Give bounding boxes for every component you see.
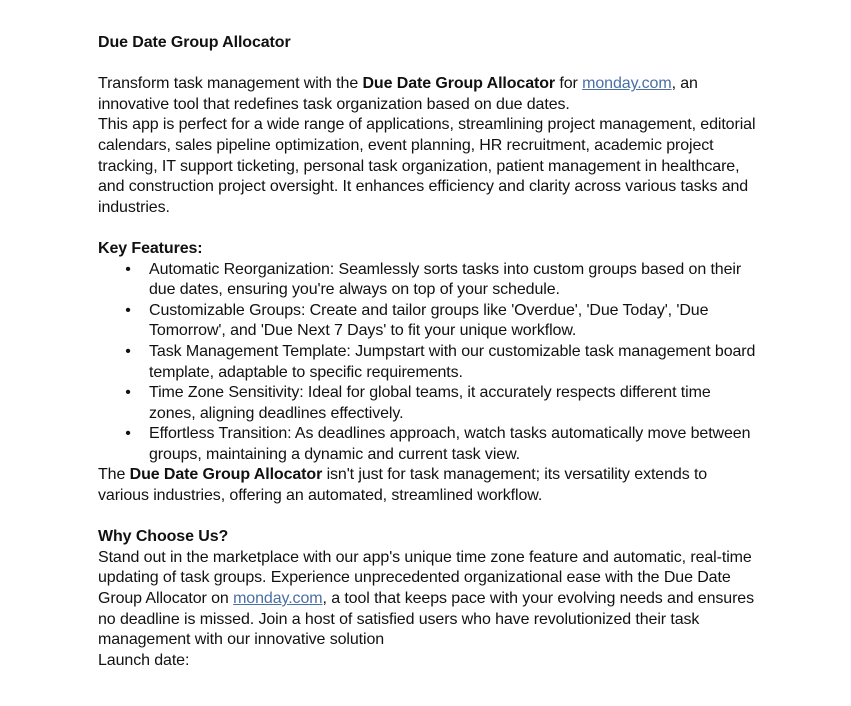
features-list: [98, 260, 758, 466]
feature-text: Automatic Reorganization: Seamlessly sorts tasks into custom groups based on their due dates, ensuring you're always on top of your schedule.: [149, 260, 742, 299]
list-item: [125, 424, 758, 465]
document-title: Due Date Group Allocator: [98, 34, 291, 51]
intro-suffix: , an innovative tool that redefines task organization based on due dates.: [98, 75, 698, 113]
intro-paragraph: [98, 74, 758, 115]
document-body: [98, 33, 758, 671]
applications-paragraph: This app is perfect for a wide range of applications, streamlining project management, editorial calendars, sales pipeline optimization, event planning, HR recruitment, academic project tracking, IT support ticketing, personal task organization, patient management in healthcare, and construction project oversight. It enhances efficiency and clarity across various tasks and industries.: [98, 116, 756, 216]
spacer: [98, 218, 758, 239]
list-item: [125, 301, 758, 342]
why-suffix: , a tool that keeps pace with your evolving needs and ensures no deadline is missed. Join a host of satisfied users who have revolutionized their task management with our innovative solution: [98, 590, 755, 649]
feature-text: Effortless Transition: As deadlines approach, watch tasks automatically move between groups, maintaining a dynamic and current task view.: [149, 425, 751, 463]
list-item: [125, 383, 758, 424]
why-paragraph: [98, 548, 758, 651]
bullet-icon: •: [125, 425, 131, 443]
launch-date-label: Launch date:: [98, 651, 190, 669]
feature-text: Task Management Template: Jumpstart with our customizable task management board template, adaptable to specific requirements.: [149, 342, 756, 381]
versatility-suffix: isn't just for task management; its versatility extends to various industries, offering an automated, streamlined workflow.: [98, 466, 708, 505]
key-features-heading: Key Features:: [98, 239, 203, 257]
spacer: [98, 54, 758, 75]
versatility-prefix: The: [98, 466, 130, 484]
spacer: [98, 507, 758, 528]
why-prefix: Stand out in the marketplace with our app's unique time zone feature and automatic, real-time updating of task groups. Experience unprecedented organizational ease with the Due Date Group Allocator on: [98, 548, 752, 608]
list-item: [125, 260, 758, 301]
feature-text: Time Zone Sensitivity: Ideal for global teams, it accurately respects different time zones, aligning deadlines effectively.: [149, 384, 711, 422]
bullet-icon: •: [125, 301, 131, 319]
versatility-product-name: Due Date Group Allocator: [129, 466, 323, 484]
bullet-icon: •: [125, 342, 131, 360]
list-item: [125, 342, 758, 383]
bullet-icon: •: [125, 260, 131, 278]
intro-middle: for: [555, 75, 583, 93]
monday-link[interactable]: monday.com: [233, 590, 323, 608]
versatility-paragraph: [98, 465, 758, 506]
intro-prefix: Transform task management with the: [98, 75, 363, 93]
bullet-icon: •: [125, 384, 131, 402]
feature-text: Customizable Groups: Create and tailor groups like 'Overdue', 'Due Today', 'Due Tomorrow', and 'Due Next 7 Days' to fit your unique workflow.: [149, 301, 709, 340]
why-heading: Why Choose Us?: [98, 528, 229, 546]
intro-product-name: Due Date Group Allocator: [362, 75, 556, 93]
monday-link[interactable]: monday.com: [582, 75, 672, 93]
